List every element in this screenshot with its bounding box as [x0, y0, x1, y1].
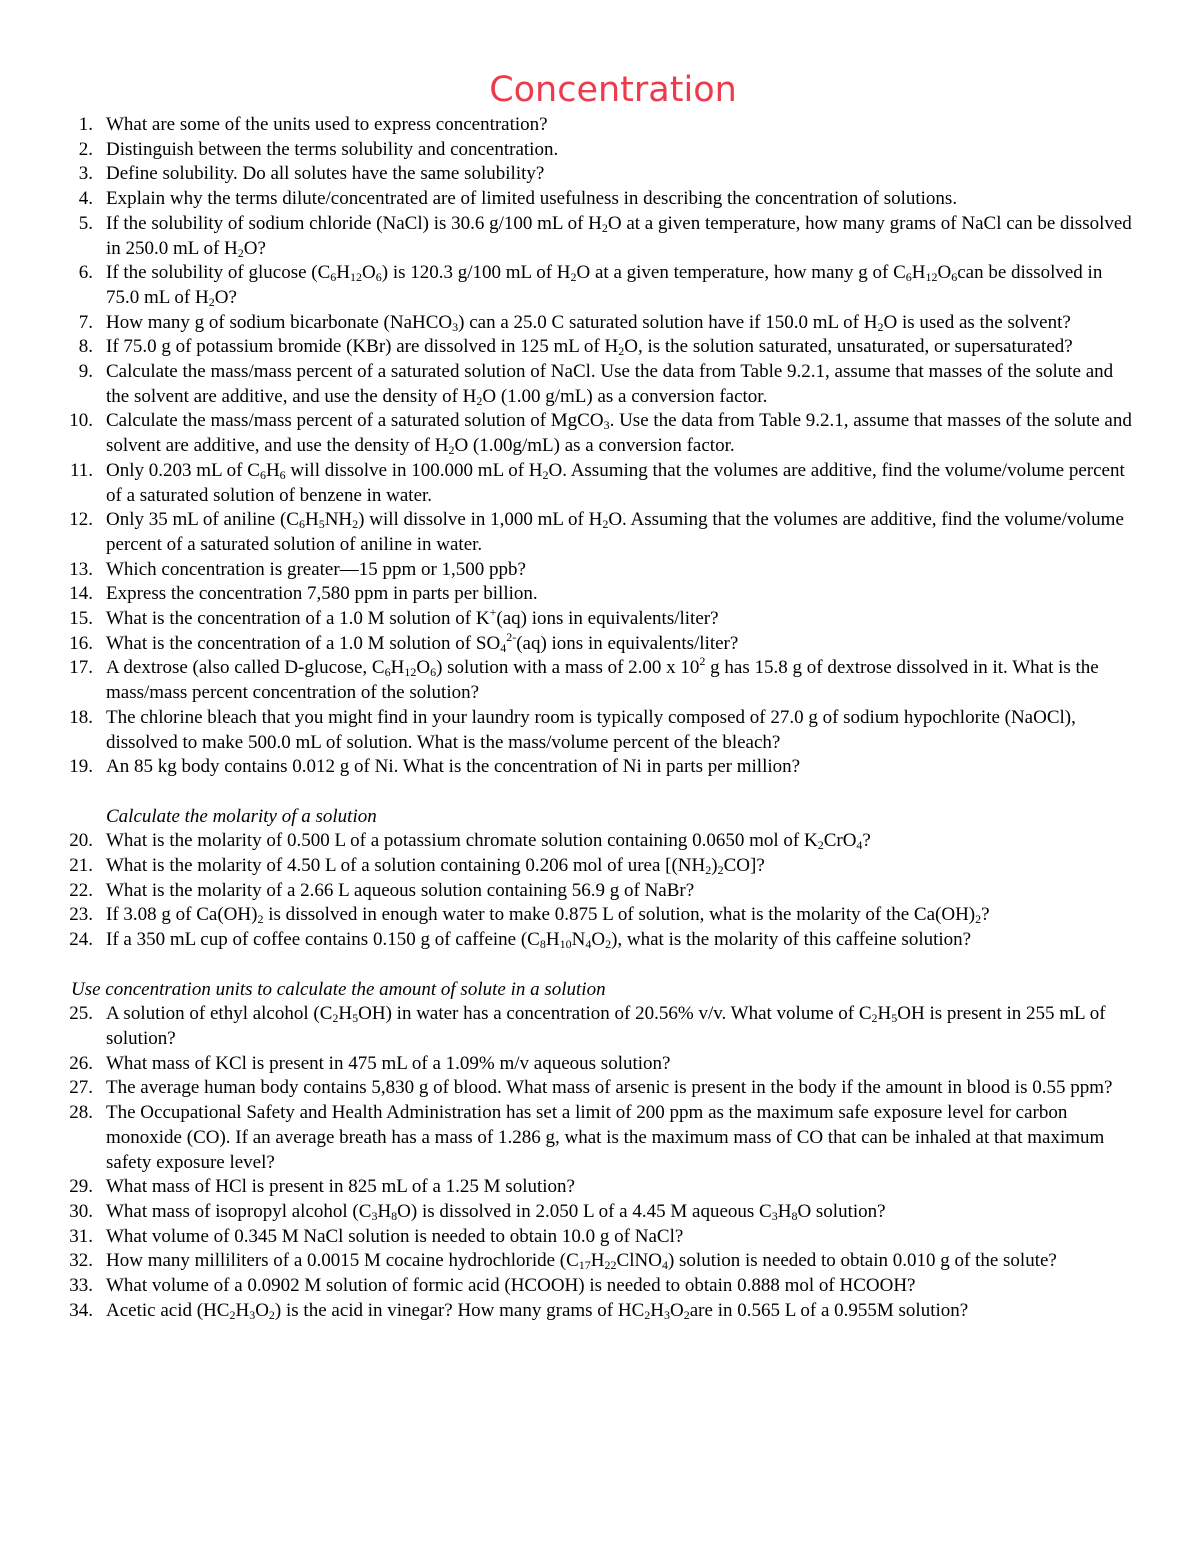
section-heading-amount-of-solute: Use concentration units to calculate the amount of solute in a solution — [71, 978, 606, 1000]
question-item — [0, 903, 1200, 928]
question-text: How many milliliters of a 0.0015 M cocaine hydrochloride $(C_{17}H_{22}ClNO_4)$ solution is needed to obtain 0.010 g of the solute? — [106, 1250, 1057, 1273]
question-item — [0, 360, 1200, 409]
question-number: 34. — [69, 1299, 93, 1321]
question-text: If a 350 mL cup of coffee contains 0.150 g of caffeine $(C_8H_{10}N_4O_2)$, what is the molarity of this caffeine solution? — [106, 929, 972, 952]
question-text: What is the concentration of a 1.0 M solution of $SO_4^{2-}(aq)$ ions in equivalents/liter? — [106, 629, 739, 655]
question-item — [0, 928, 1200, 953]
question-item — [0, 1274, 1200, 1299]
question-item — [0, 459, 1200, 508]
question-item — [0, 755, 1200, 780]
question-item — [0, 508, 1200, 557]
question-text: The average human body contains 5,830 g of blood. What mass of arsenic is present in the body if the amount in blood is 0.55 ppm? — [106, 1077, 1113, 1099]
question-item — [0, 558, 1200, 583]
question-item — [0, 629, 1200, 657]
question-text: Acetic acid $(HC_2H_3O_2)$ is the acid in vinegar? How many grams of $HC_2H_3O_2are$ in 0.565 L of a 0.955M solution? — [106, 1299, 969, 1322]
question-item — [0, 854, 1200, 879]
question-number: 26. — [69, 1052, 93, 1074]
question-number: 21. — [69, 855, 93, 877]
question-text: An 85 kg body contains 0.012 g of Ni. What is the concentration of Ni in parts per million? — [106, 756, 801, 778]
question-text: The Occupational Safety and Health Administration has set a limit of 200 ppm as the maximum safe exposure level for carbon monoxide (CO). If an average breath has a mass of 1.286 g, what is the maximum mass of CO that can be inhaled at that maximum safety exposure level? — [106, 1102, 1105, 1173]
question-text: A dextrose (also called D-glucose, $C_6H_{12}O_6$) solution with a mass of 2.00 x $10^2$ g has 15.8 g of dextrose dissolved in it. What is the mass/mass percent concentration of the solution? — [106, 654, 1099, 704]
question-text: What is the concentration of a 1.0 M solution of K+(aq) ions in equivalents/liter? — [106, 605, 719, 630]
question-number: 33. — [69, 1275, 93, 1297]
question-number: 17. — [69, 657, 93, 679]
question-number: 15. — [69, 608, 93, 630]
question-text: If the solubility of sodium chloride (NaCl) is 30.6 g/100 mL of $H_2O$ at a given temperature, how many grams of NaCl can be dissolved in 250.0 mL of $H_2O$? — [106, 212, 1132, 260]
question-item — [0, 879, 1200, 904]
question-item — [0, 138, 1200, 163]
question-text: What mass of HCl is present in 825 mL of a 1.25 M solution? — [106, 1176, 575, 1198]
question-text: Only 0.203 mL of $C_6H_6$ will dissolve in 100.000 mL of $H_2O$. Assuming that the volumes are additive, find the volume/volume percent of a saturated solution of benzene in water. — [106, 459, 1125, 506]
question-number: 25. — [69, 1003, 93, 1025]
question-list-molarity — [0, 829, 1200, 953]
question-number: 8. — [78, 336, 93, 358]
question-number: 10. — [69, 410, 93, 432]
question-item — [0, 1076, 1200, 1101]
question-item — [0, 1101, 1200, 1175]
question-number: 20. — [69, 830, 93, 852]
question-text: If 75.0 g of potassium bromide (KBr) are dissolved in 125 mL of $H_2O$, is the solution saturated, unsaturated, or supersaturated? — [106, 336, 1073, 359]
question-number: 16. — [69, 632, 93, 654]
question-text: Only 35 mL of aniline $(C_6H_5NH_2)$ will dissolve in 1,000 mL of $H_2O$. Assuming that the volumes are additive, find the volume/volume percent of a saturated solution of aniline in water. — [106, 509, 1124, 555]
question-text: What is the molarity of 4.50 L of a solution containing 0.206 mol of urea $[(NH_2)_2CO]$? — [106, 855, 765, 878]
question-number: 14. — [69, 583, 93, 605]
question-number: 32. — [69, 1250, 93, 1272]
question-number: 18. — [69, 706, 93, 728]
question-item — [0, 582, 1200, 607]
question-number: 19. — [69, 756, 93, 778]
question-text: Calculate the mass/mass percent of a saturated solution of NaCl. Use the data from Table 9.2.1, assume that masses of the solute and the solvent are additive, and use the density of $H_2O$ (1.00 g/mL) as a conversion factor. — [106, 361, 1114, 408]
section-heading-molarity: Calculate the molarity of a solution — [106, 805, 377, 827]
question-item — [0, 1175, 1200, 1200]
question-list-amount-of-solute — [0, 1002, 1200, 1323]
question-item — [0, 607, 1200, 632]
question-number: 13. — [69, 558, 93, 580]
question-number: 27. — [69, 1077, 93, 1099]
question-text: If 3.08 g of $Ca(OH)_2$ is dissolved in enough water to make 0.875 L of solution, what is the molarity of the $Ca(OH)_2$? — [106, 904, 990, 927]
question-number: 28. — [69, 1102, 93, 1124]
question-text: If the solubility of glucose $(C_6H_{12}O_6)$ is 120.3 g/100 mL of $H_2O$ at a given temperature, how many g of $C_6H_{12}O_6can$ be dissolved in 75.0 mL of $H_2O$? — [106, 262, 1103, 309]
question-item — [0, 829, 1200, 854]
question-text: How many g of sodium bicarbonate (NaHCO$_3$) can a 25.0 C saturated solution have if 150.0 mL of $H_2O$ is used as the solvent? — [106, 311, 1071, 334]
question-text: A solution of ethyl alcohol $(C_2H_5OH)$ in water has a concentration of 20.56% v/v. What volume of $C_2H_5OH$ is present in 255 mL of solution? — [106, 1003, 1106, 1049]
question-item — [0, 1200, 1200, 1225]
page-title: Concentration — [489, 70, 737, 110]
question-item — [0, 1299, 1200, 1324]
question-number: 4. — [78, 188, 93, 210]
question-text: Which concentration is greater—15 ppm or 1,500 ppb? — [106, 558, 526, 580]
question-number: 22. — [69, 879, 93, 901]
question-text: What mass of KCl is present in 475 mL of a 1.09% m/v aqueous solution? — [106, 1052, 671, 1074]
question-item — [0, 162, 1200, 187]
question-item — [0, 409, 1200, 458]
question-text: What is the molarity of 0.500 L of a potassium chromate solution containing 0.0650 mol of $K_2CrO_4$? — [106, 830, 871, 853]
question-item — [0, 261, 1200, 310]
question-text: The chlorine bleach that you might find in your laundry room is typically composed of 27.0 g of sodium hypochlorite (NaOCl), dissolved to make 500.0 mL of solution. What is the mass/volume percent of the bleach? — [106, 706, 1076, 753]
question-number: 6. — [78, 262, 93, 284]
question-item — [0, 311, 1200, 336]
question-number: 3. — [78, 163, 93, 185]
question-item — [0, 1225, 1200, 1250]
question-item — [0, 335, 1200, 360]
question-number: 30. — [69, 1200, 93, 1222]
question-number: 1. — [78, 114, 93, 135]
question-number: 31. — [69, 1225, 93, 1247]
question-text: What mass of isopropyl alcohol $(C_3H_8O)$ is dissolved in 2.050 L of a 4.45 M aqueous $C_3H_8O$ solution? — [106, 1200, 886, 1223]
question-text: Distinguish between the terms solubility and concentration. — [106, 138, 559, 160]
question-number: 11. — [69, 459, 93, 481]
question-number: 7. — [78, 311, 93, 333]
question-text: Calculate the mass/mass percent of a saturated solution of MgCO$_3$. Use the data from Table 9.2.1, assume that masses of the solute and solvent are additive, and use the density of $H_2O$ (1.00g/mL) as a conversion factor. — [106, 410, 1132, 458]
question-number: 24. — [69, 929, 93, 951]
question-list — [0, 113, 1200, 780]
question-text: Explain why the terms dilute/concentrated are of limited usefulness in describing the concentration of solutions. — [106, 188, 958, 210]
question-number: 5. — [78, 212, 93, 234]
question-item — [0, 706, 1200, 755]
document-body — [0, 113, 1200, 1323]
question-number: 29. — [69, 1176, 93, 1198]
question-number: 2. — [78, 138, 93, 160]
question-text: What volume of 0.345 M NaCl solution is needed to obtain 10.0 g of NaCl? — [106, 1225, 684, 1247]
question-number: 9. — [78, 361, 93, 383]
question-item — [0, 1052, 1200, 1077]
question-item — [0, 113, 1200, 138]
question-item — [0, 656, 1200, 705]
question-item — [0, 1249, 1200, 1274]
question-text: What are some of the units used to express concentration? — [106, 114, 548, 135]
question-number: 12. — [69, 509, 93, 531]
question-text: Express the concentration 7,580 ppm in parts per billion. — [106, 583, 538, 605]
question-number: 23. — [69, 904, 93, 926]
question-text: What is the molarity of a 2.66 L aqueous solution containing 56.9 g of NaBr? — [106, 879, 695, 901]
question-item — [0, 187, 1200, 212]
question-text: What volume of a 0.0902 M solution of formic acid (HCOOH) is needed to obtain 0.888 mol of HCOOH? — [106, 1275, 916, 1297]
question-text: Define solubility. Do all solutes have the same solubility? — [106, 163, 545, 185]
question-item — [0, 212, 1200, 261]
question-item — [0, 1002, 1200, 1051]
